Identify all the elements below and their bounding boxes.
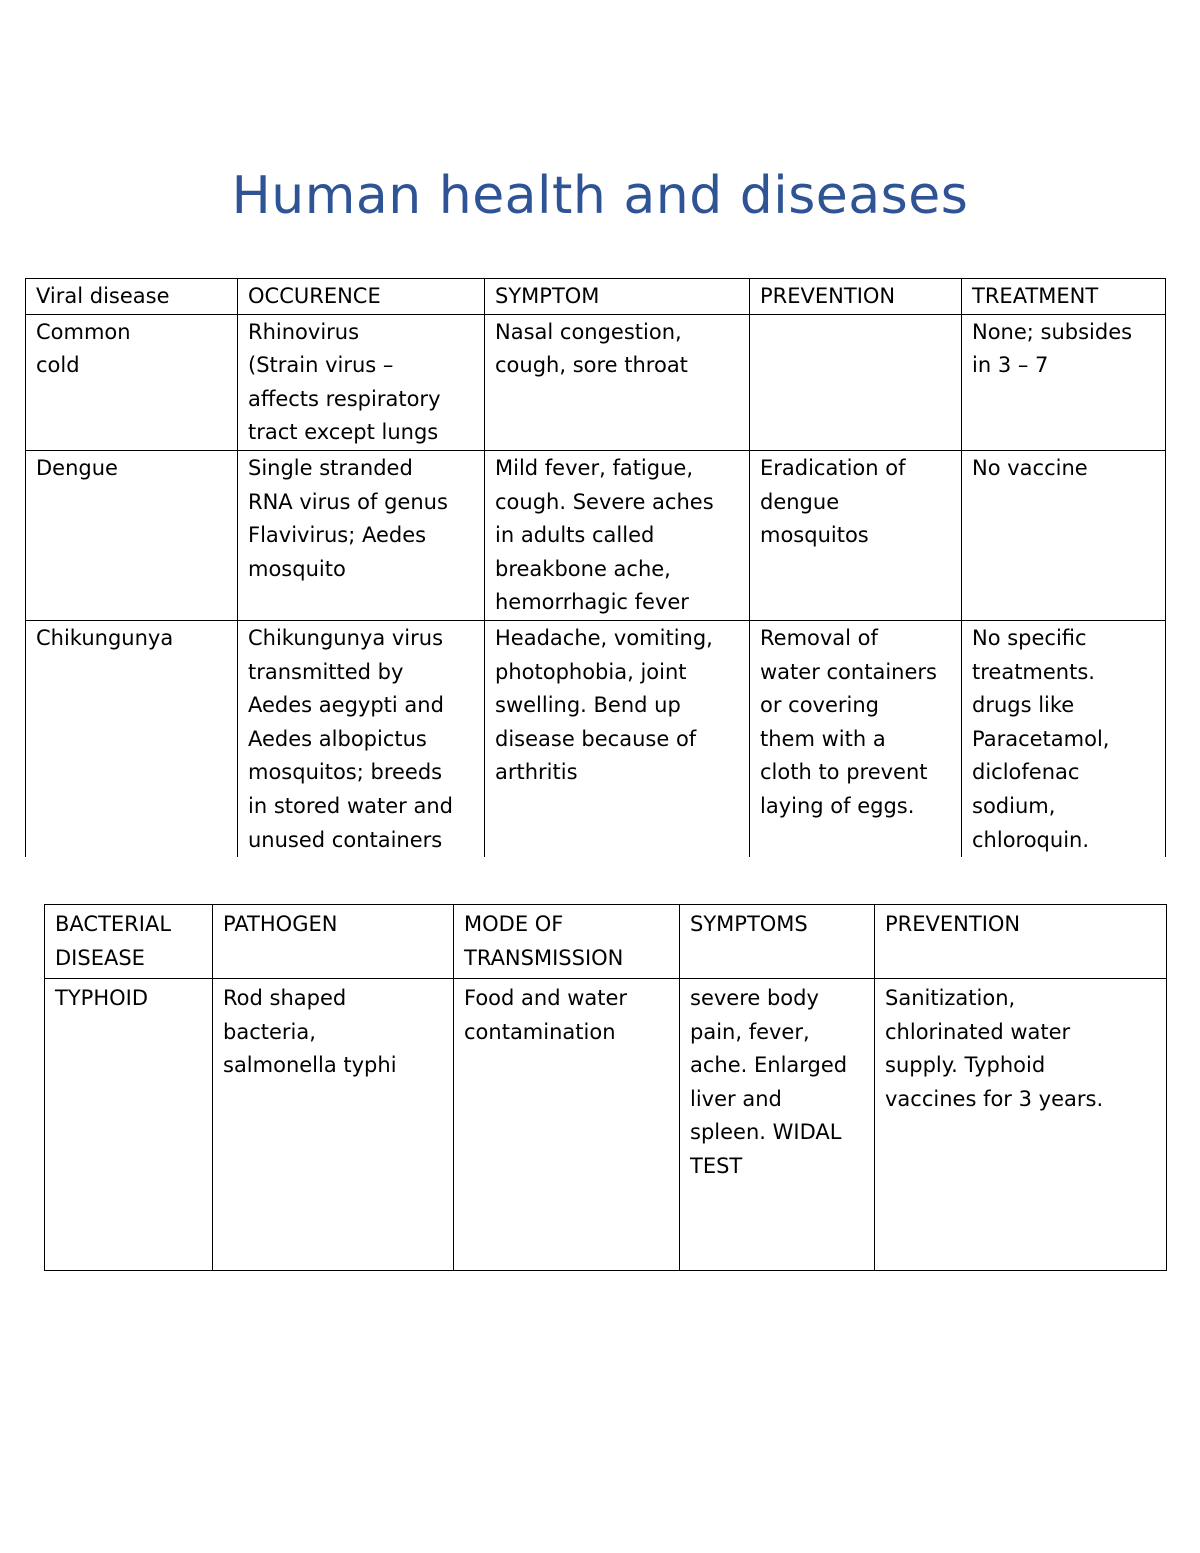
cell-prevention: Sanitization, chlorinated water supply. Typhoid vaccines for 3 years. [875,979,1167,1271]
header-cell-disease: BACTERIAL DISEASE [45,905,213,979]
cell-symptoms: severe body pain, fever, ache. Enlarged liver and spleen. WIDAL TEST [680,979,875,1271]
cell-symptom: Nasal congestion, cough, sore throat [485,314,750,450]
cell-treatment: No vaccine [962,450,1166,620]
cell-prevention [750,314,962,450]
cell-occurence: Chikungunya virus transmitted by Aedes aegypti and Aedes albopictus mosquitos; breeds in stored water and unused containers [238,620,485,857]
viral-disease-table [25,278,1166,857]
cell-disease: Dengue [26,450,238,620]
header-cell-treatment: TREATMENT [962,279,1166,315]
header-cell-pathogen: PATHOGEN [213,905,454,979]
cell-disease: TYPHOID [45,979,213,1271]
table-row [45,979,1167,1271]
cell-prevention: Removal of water containers or covering them with a cloth to prevent laying of eggs. [750,620,962,857]
header-cell-disease: Viral disease [26,279,238,315]
header-cell-occurence: OCCURENCE [238,279,485,315]
cell-occurence: Rhinovirus (Strain virus – affects respiratory tract except lungs [238,314,485,450]
table-row [26,314,1166,450]
header-cell-symptom: SYMPTOM [485,279,750,315]
page-title: Human health and diseases [231,166,969,226]
bacterial-disease-table [44,904,1167,1271]
table-row [26,620,1166,857]
header-cell-transmission: MODE OF TRANSMISSION [454,905,680,979]
header-cell-prevention: PREVENTION [875,905,1167,979]
cell-transmission: Food and water contamination [454,979,680,1271]
cell-prevention: Eradication of dengue mosquitos [750,450,962,620]
header-cell-prevention: PREVENTION [750,279,962,315]
cell-disease: Common cold [26,314,238,450]
cell-treatment: No specific treatments. drugs like Paracetamol, diclofenac sodium, chloroquin. [962,620,1166,857]
table-header-row [45,905,1167,979]
table-row [26,450,1166,620]
cell-occurence: Single stranded RNA virus of genus Flavivirus; Aedes mosquito [238,450,485,620]
header-cell-symptoms: SYMPTOMS [680,905,875,979]
table-header-row [26,279,1166,315]
cell-symptom: Mild fever, fatigue, cough. Severe aches in adults called breakbone ache, hemorrhagic fever [485,450,750,620]
cell-disease: Chikungunya [26,620,238,857]
cell-pathogen: Rod shaped bacteria, salmonella typhi [213,979,454,1271]
cell-treatment: None; subsides in 3 – 7 [962,314,1166,450]
cell-symptom: Headache, vomiting, photophobia, joint swelling. Bend up disease because of arthritis [485,620,750,857]
